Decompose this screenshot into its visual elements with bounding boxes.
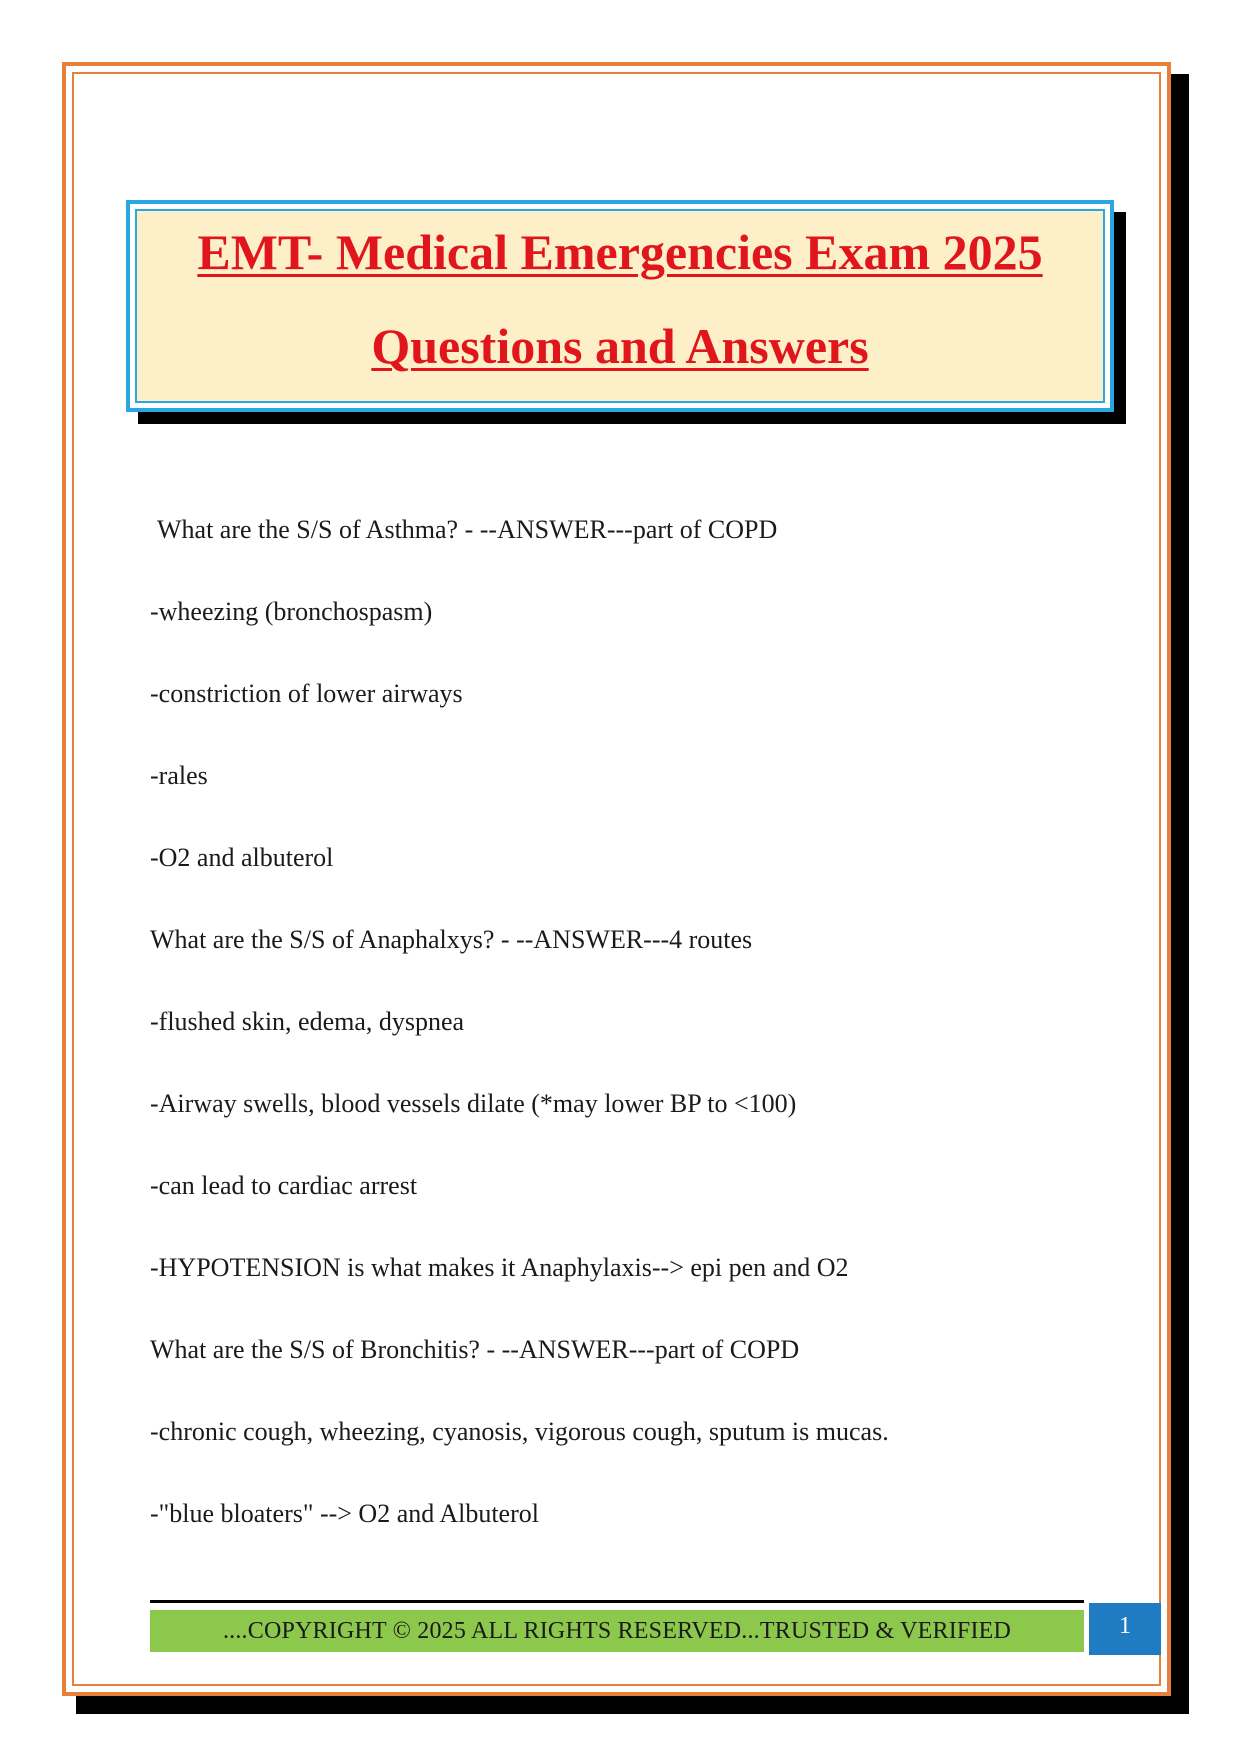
question-line: What are the S/S of Asthma? - --ANSWER---part of COPD — [157, 515, 778, 544]
page-number: 1 — [1089, 1603, 1161, 1655]
answer-line: -O2 and albuterol — [150, 843, 334, 872]
question-line: What are the S/S of Anaphalxys? - --ANSWER---4 routes — [150, 925, 753, 954]
answer-line: -rales — [150, 761, 208, 790]
answer-line: -constriction of lower airways — [150, 679, 463, 708]
question-answer-list — [150, 504, 1110, 1570]
answer-line: -flushed skin, edema, dyspnea — [150, 1007, 465, 1036]
footer-copyright: ....COPYRIGHT © 2025 ALL RIGHTS RESERVED...TRUSTED & VERIFIED — [150, 1610, 1084, 1652]
answer-line: -HYPOTENSION is what makes it Anaphylaxis--> epi pen and O2 — [150, 1253, 849, 1282]
answer-line: -can lead to cardiac arrest — [150, 1171, 418, 1200]
footer-divider — [150, 1600, 1084, 1603]
answer-line: -wheezing (bronchospasm) — [150, 597, 433, 626]
title-box — [126, 200, 1114, 412]
answer-line: -chronic cough, wheezing, cyanosis, vigorous cough, sputum is mucas. — [150, 1417, 889, 1446]
answer-line: -"blue bloaters" --> O2 and Albuterol — [150, 1499, 539, 1528]
question-line: What are the S/S of Bronchitis? - --ANSWER---part of COPD — [150, 1335, 800, 1364]
document-title: EMT- Medical Emergencies Exam 2025 — [197, 224, 1043, 280]
answer-line: -Airway swells, blood vessels dilate (*may lower BP to <100) — [150, 1089, 797, 1118]
title-box-inner — [135, 209, 1105, 403]
document-subtitle: Questions and Answers — [371, 318, 869, 374]
